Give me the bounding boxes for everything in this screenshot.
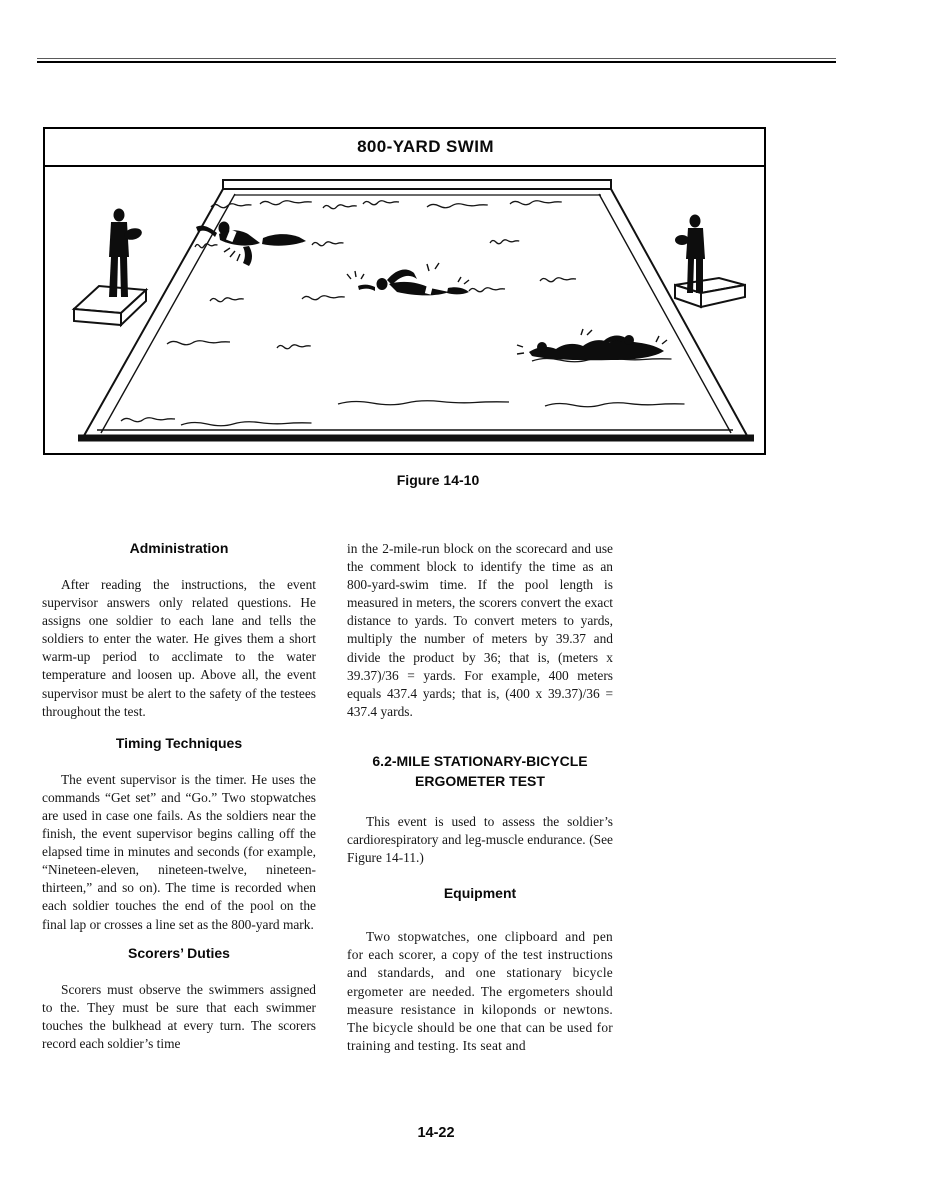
scorer-left [74,209,146,326]
figure-title: 800-YARD SWIM [45,129,764,167]
section-heading-bicycle-ergometer-test: 6.2-MILE STATIONARY-BICYCLE ERGOMETER TEST [372,752,588,789]
header-rule [37,58,836,63]
section-heading-equipment: Equipment [443,885,517,902]
paragraph-timing-techniques: The event supervisor is the timer. He uses the commands “Get set” and “Go.” Two stopwatches are used in case one fails. As the soldiers near the finish, the event supervisor begins calling off the elapsed time in minutes and seconds (for example, “Nineteen-eleven, nineteen-twelve, nineteen-thirteen,” and so on). The time is recorded when each soldier touches the end of the pool on the final lap or crosses a line set as the 800-yard mark. [42,771,316,932]
paragraph-bicycle-ergometer-test: This event is used to assess the soldier’s cardiorespiratory and leg-muscle endurance. (See Figure 14-11.) [347,813,613,866]
scorer-right-figure [675,215,705,294]
swimmer-group [517,329,667,360]
section-heading-timing-techniques: Timing Techniques [115,734,243,751]
section-heading-administration: Administration [129,540,229,556]
pool-illustration [45,167,764,453]
water-waves [121,201,685,426]
swimmer-1 [196,222,306,267]
paragraph-equipment: Two stopwatches, one clipboard and pen for each scorer, a copy of the test instructions and standards, and one stationary bicycle ergometer are needed. The ergometers should measure resistance in kiloponds or newtons. The bicycle should be one that can be used for training and testing. Its seat and [347,929,613,1053]
right-column [347,540,613,1055]
page-number: 14-22 [417,1125,455,1141]
scorer-left-figure [109,209,143,298]
left-column [42,540,316,1053]
scorer-right [675,215,745,308]
section-heading-scorers-duties: Scorers’ Duties [128,944,230,961]
figure-14-10-box [43,127,766,455]
scorer-right-platform [675,278,745,307]
figure-caption: Figure 14-10 [396,472,480,488]
swimmer-1-splash [224,248,240,261]
swimmer-2 [347,263,469,295]
paragraph-continuation: in the 2-mile-run block on the scorecard and use the comment block to identify the time as an 800-yard-swim time. If the pool length is measured in meters, the scorers convert the exact distance to yards. To convert meters to yards, multiply the number of meters by 39.37 and divide the product by 36; that is, (meters x 39.37)/36 = yards. For example, 400 meters equals 437.4 yards; that is, (400 x 39.37)/36 = 437.4 yards. [347,541,613,719]
paragraph-administration: After reading the instructions, the event supervisor answers only related questions. He assigns one soldier to each lane and tells the soldiers to enter the water. He gives them a short warm-up period to acclimate to the water temperature and loosen up. Above all, the event supervisor must be alert to the safety of the testees throughout the test. [42,577,316,719]
pool-figure-svg [45,167,764,453]
paragraph-scorers-duties: Scorers must observe the swimmers assigned to the. They must be sure that each swimmer touches the bulkhead at every turn. The scorers record each soldier’s time [42,981,316,1051]
